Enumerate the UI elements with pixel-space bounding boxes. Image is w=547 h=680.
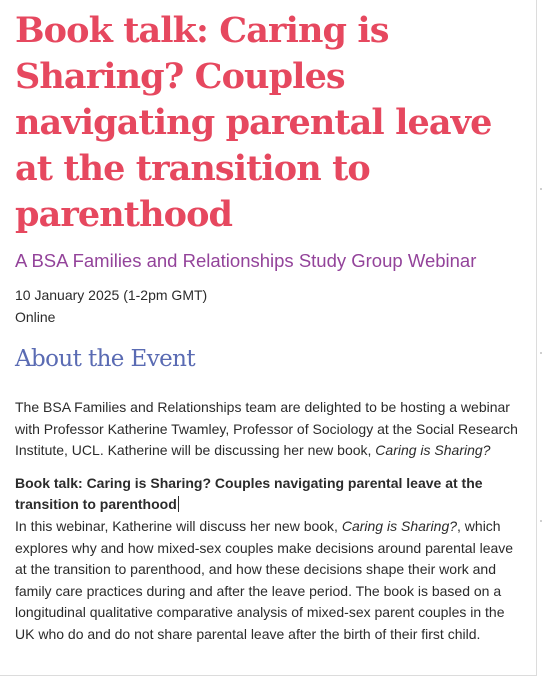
book-talk-title: Book talk: Caring is Sharing? Couples navigating parental leave at the transition to parenthood	[15, 474, 483, 513]
intro-book-title: Caring is Sharing?	[375, 442, 491, 459]
event-subtitle: A BSA Families and Relationships Study Group Webinar	[15, 250, 477, 271]
description-text-b: , which explores why and how mixed-sex couples make decisions around parental leave at the transition to parenthood, and how these decisions shape their work and family care practices during and after the leave period. The book is based on a longitudinal qualitative comparative analysis of mixed-sex parent couples in the UK who do and do not share parental leave after the birth of their first child.	[15, 517, 514, 642]
event-title: Book talk: Caring is Sharing? Couples navigating parental leave at the transition to parenthood	[15, 10, 492, 235]
event-article	[15, 8, 527, 646]
intro-text: The BSA Families and Relationships team are delighted to be hosting a webinar with Professor Katherine Twamley, Professor of Sociology at the Social Research Institute, UCL. Katherine will be discussing her new book,	[15, 399, 518, 459]
description-text-a: In this webinar, Katherine will discuss her new book,	[15, 517, 342, 534]
about-heading: About the Event	[15, 346, 195, 372]
event-meta	[15, 284, 527, 328]
event-location: Online	[15, 309, 56, 325]
text-cursor	[178, 496, 179, 512]
description-block	[15, 473, 527, 646]
scroll-marker	[540, 520, 542, 522]
intro-paragraph	[15, 397, 527, 462]
event-date: 10 January 2025 (1-2pm GMT)	[15, 287, 208, 303]
scroll-marker	[540, 188, 542, 190]
description-book-title: Caring is Sharing?	[341, 517, 458, 534]
scroll-marker	[540, 352, 542, 354]
